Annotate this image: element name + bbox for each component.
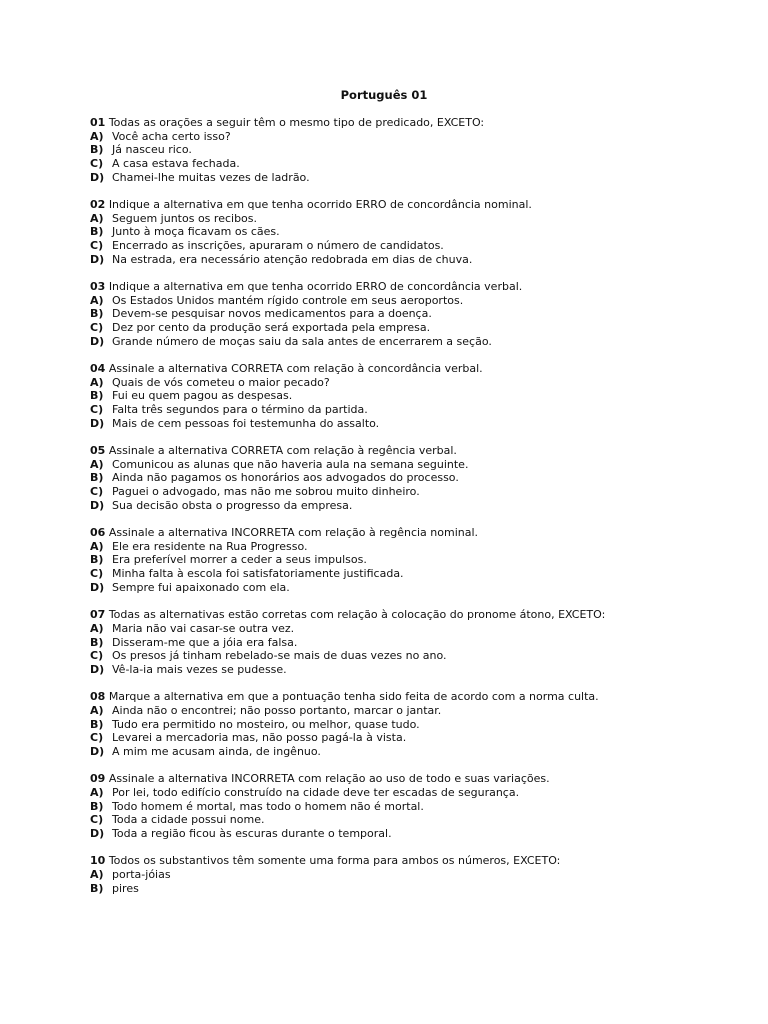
answer-option [90,157,750,171]
option-text: A mim me acusam ainda, de ingênuo. [112,744,321,758]
option-letter: C) [90,485,104,499]
answer-option [90,389,750,403]
question-list [90,116,750,895]
answer-option [90,663,750,677]
question-stem [90,444,750,458]
option-text: Os presos já tinham rebelado-se mais de duas vezes no ano. [112,649,447,663]
option-text: Tudo era permitido no mosteiro, ou melhor, quase tudo. [112,717,420,731]
question-stem [90,526,750,540]
option-letter: A) [90,293,104,307]
option-text: Ainda não o encontrei; não posso portanto, marcar o jantar. [112,703,442,717]
question-02 [90,198,750,267]
answer-option [90,827,750,841]
option-text: Encerrado as inscrições, apuraram o número de candidatos. [112,239,444,253]
question-text: Assinale a alternativa INCORRETA com relação à regência nominal. [108,526,479,540]
question-number: 03 [90,280,106,294]
option-text: Paguei o advogado, mas não me sobrou muito dinheiro. [112,485,420,499]
option-text: pires [112,881,139,895]
option-letter: B) [90,143,104,157]
option-text: Já nasceu rico. [112,143,192,157]
document-page [90,88,750,909]
option-text: Sempre fui apaixonado com ela. [112,580,290,594]
option-letter: B) [90,881,104,895]
answer-option [90,171,750,185]
question-text: Todas as alternativas estão corretas com relação à colocação do pronome átono, EXCETO: [108,608,606,622]
option-letter: C) [90,321,104,335]
option-letter: D) [90,498,105,512]
option-text: Vê-la-ia mais vezes se pudesse. [112,662,287,676]
option-letter: A) [90,621,104,635]
option-text: Chamei-lhe muitas vezes de ladrão. [112,170,310,184]
option-text: Falta três segundos para o término da partida. [112,403,368,417]
option-letter: A) [90,375,104,389]
question-text: Assinale a alternativa INCORRETA com relação ao uso de todo e suas variações. [108,772,550,786]
option-letter: C) [90,157,104,171]
option-letter: A) [90,867,104,881]
answer-option [90,212,750,226]
question-06 [90,526,750,595]
option-text: Toda a cidade possui nome. [112,813,265,827]
answer-option [90,540,750,554]
answer-option [90,307,750,321]
question-number: 07 [90,608,106,622]
answer-option [90,800,750,814]
option-text: Ele era residente na Rua Progresso. [112,539,308,553]
option-letter: B) [90,307,104,321]
option-letter: B) [90,553,104,567]
option-text: Fui eu quem pagou as despesas. [112,389,293,403]
answer-option [90,868,750,882]
answer-option [90,499,750,513]
question-stem [90,772,750,786]
answer-option [90,553,750,567]
answer-option [90,321,750,335]
option-text: Grande número de moças saiu da sala antes de encerrarem a seção. [112,334,492,348]
answer-option [90,225,750,239]
option-text: Ainda não pagamos os honorários aos advogados do processo. [112,471,459,485]
answer-option [90,130,750,144]
question-number: 02 [90,198,106,212]
option-text: Junto à moça ficavam os cães. [112,225,280,239]
option-letter: C) [90,813,104,827]
question-text: Assinale a alternativa CORRETA com relação à concordância verbal. [108,362,483,376]
option-text: Era preferível morrer a ceder a seus impulsos. [112,553,367,567]
option-letter: B) [90,717,104,731]
answer-option [90,253,750,267]
question-text: Assinale a alternativa CORRETA com relação à regência verbal. [108,444,457,458]
option-letter: D) [90,334,105,348]
option-letter: D) [90,170,105,184]
answer-option [90,718,750,732]
question-stem [90,608,750,622]
question-number: 04 [90,362,106,376]
option-letter: A) [90,211,104,225]
answer-option [90,403,750,417]
question-number: 10 [90,854,106,868]
option-letter: B) [90,225,104,239]
question-08 [90,690,750,759]
option-text: Maria não vai casar-se outra vez. [112,621,295,635]
option-letter: B) [90,471,104,485]
question-text: Marque a alternativa em que a pontuação tenha sido feita de acordo com a norma culta. [108,690,599,704]
answer-option [90,458,750,472]
question-number: 01 [90,116,106,129]
question-number: 06 [90,526,106,540]
option-text: A casa estava fechada. [112,157,240,171]
option-text: Devem-se pesquisar novos medicamentos para a doença. [112,307,432,321]
option-text: Quais de vós cometeu o maior pecado? [112,375,330,389]
option-text: Na estrada, era necessário atenção redobrada em dias de chuva. [112,252,473,266]
question-05 [90,444,750,513]
question-stem [90,116,750,130]
option-text: Minha falta à escola foi satisfatoriamente justificada. [112,567,404,581]
option-letter: A) [90,785,104,799]
option-letter: D) [90,662,105,676]
question-number: 05 [90,444,106,458]
question-text: Indique a alternativa em que tenha ocorrido ERRO de concordância nominal. [108,198,532,212]
option-text: Seguem juntos os recibos. [112,211,258,225]
option-letter: D) [90,252,105,266]
option-letter: A) [90,703,104,717]
option-letter: B) [90,635,104,649]
question-stem [90,280,750,294]
answer-option [90,704,750,718]
option-letter: B) [90,799,104,813]
option-text: Mais de cem pessoas foi testemunha do assalto. [112,416,380,430]
option-text: Sua decisão obsta o progresso da empresa. [112,498,353,512]
option-text: Todo homem é mortal, mas todo o homem não é mortal. [112,799,424,813]
question-number: 09 [90,772,106,786]
answer-option [90,567,750,581]
question-10 [90,854,750,895]
option-text: Toda a região ficou às escuras durante o temporal. [112,826,392,840]
question-01 [90,116,750,185]
option-letter: C) [90,731,104,745]
option-letter: D) [90,826,105,840]
question-09 [90,772,750,841]
answer-option [90,745,750,759]
option-letter: A) [90,457,104,471]
question-number: 08 [90,690,106,704]
question-stem [90,362,750,376]
question-text: Todas as orações a seguir têm o mesmo tipo de predicado, EXCETO: [108,116,485,129]
option-text: Levarei a mercadoria mas, não posso pagá-la à vista. [112,731,407,745]
answer-option [90,143,750,157]
option-letter: D) [90,580,105,594]
question-04 [90,362,750,431]
question-stem [90,198,750,212]
answer-option [90,813,750,827]
option-letter: C) [90,239,104,253]
option-text: Dez por cento da produção será exportada pela empresa. [112,321,431,335]
question-text: Todos os substantivos têm somente uma forma para ambos os números, EXCETO: [108,854,561,868]
answer-option [90,786,750,800]
option-text: Comunicou as alunas que não haveria aula na semana seguinte. [112,457,469,471]
option-letter: A) [90,129,104,143]
answer-option [90,581,750,595]
answer-option [90,636,750,650]
option-letter: B) [90,389,104,403]
option-letter: A) [90,539,104,553]
option-letter: C) [90,649,104,663]
option-letter: C) [90,403,104,417]
answer-option [90,485,750,499]
answer-option [90,335,750,349]
option-text: porta-jóias [112,867,171,881]
answer-option [90,882,750,896]
option-text: Você acha certo isso? [112,129,231,143]
question-07 [90,608,750,677]
option-text: Os Estados Unidos mantém rígido controle em seus aeroportos. [112,293,464,307]
answer-option [90,471,750,485]
question-03 [90,280,750,349]
option-text: Disseram-me que a jóia era falsa. [112,635,298,649]
answer-option [90,417,750,431]
page-title: Português 01 [340,88,428,102]
answer-option [90,731,750,745]
option-letter: C) [90,567,104,581]
answer-option [90,622,750,636]
option-letter: D) [90,744,105,758]
answer-option [90,294,750,308]
question-text: Indique a alternativa em que tenha ocorrido ERRO de concordância verbal. [108,280,523,294]
question-stem [90,690,750,704]
answer-option [90,239,750,253]
option-letter: D) [90,416,105,430]
option-text: Por lei, todo edifício construído na cidade deve ter escadas de segurança. [112,785,520,799]
answer-option [90,649,750,663]
answer-option [90,376,750,390]
question-stem [90,854,750,868]
